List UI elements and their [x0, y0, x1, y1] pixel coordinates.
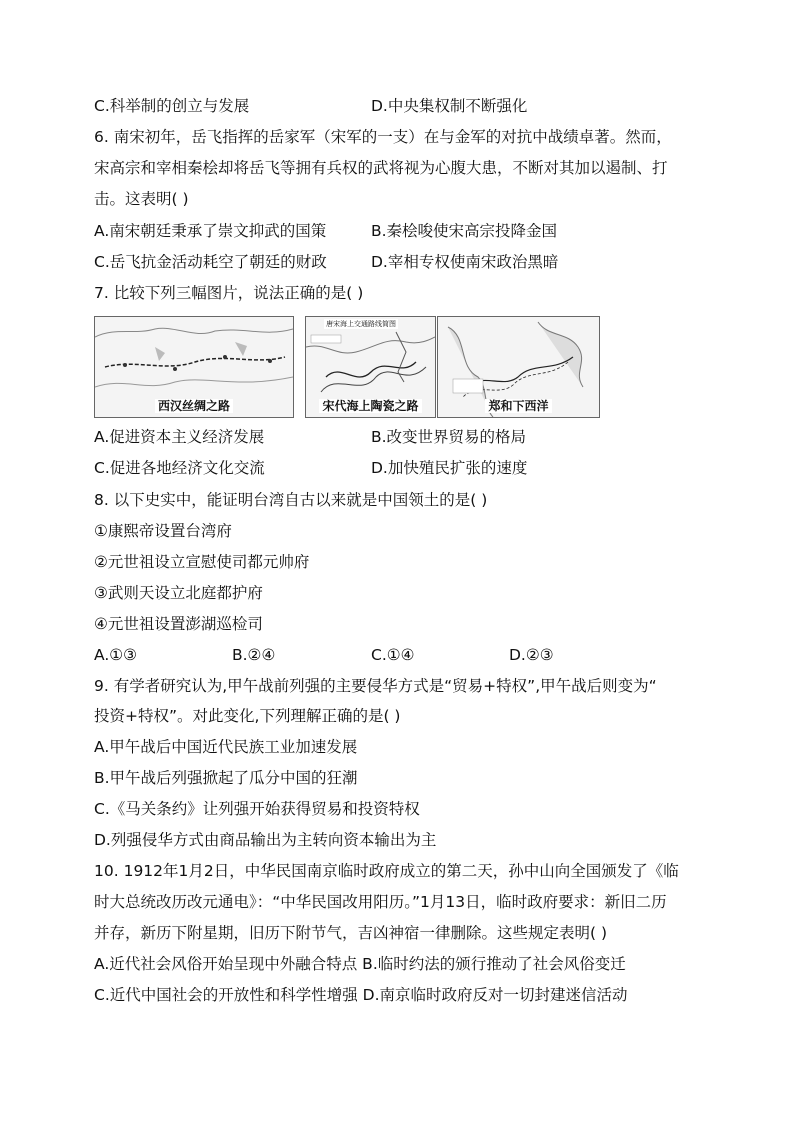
- q8-item-4: ④元世祖设置澎湖巡检司: [94, 615, 263, 633]
- q6-stem-line1: 6. 南宋初年，岳飞指挥的岳家军（宋军的一支）在与金军的对抗中战绩卓著。然而，: [94, 128, 672, 146]
- q8-item-2: ②元世祖设立宣慰使司都元帅府: [94, 553, 310, 571]
- q7-option-a: A.促进资本主义经济发展: [94, 428, 265, 446]
- q6-stem-line3: 击。这表明( ): [94, 190, 189, 208]
- zheng-he-caption: 郑和下西洋: [485, 399, 551, 413]
- q9-stem-line1: 9. 有学者研究认为,甲午战前列强的主要侵华方式是“贸易+特权”,甲午战后则变为“: [94, 677, 657, 695]
- silk-road-map: [94, 316, 294, 418]
- q6-option-d: D.宰相专权使南宋政治黑暗: [371, 253, 559, 271]
- maritime-ceramic-road-map: [305, 316, 436, 418]
- q10-options-ab: A.近代社会风俗开始呈现中外融合特点 B.临时约法的颁行推动了社会风俗变迁: [94, 955, 626, 973]
- q9-option-c: C.《马关条约》让列强开始获得贸易和投资特权: [94, 800, 420, 818]
- q8-option-c: C.①④: [371, 646, 415, 664]
- q8-item-1: ①康熙帝设置台湾府: [94, 522, 232, 540]
- q7-option-d: D.加快殖民扩张的速度: [371, 459, 528, 477]
- q9-option-b: B.甲午战后列强掀起了瓜分中国的狂潮: [94, 769, 358, 787]
- q8-option-b: B.②④: [232, 646, 276, 664]
- q7-option-c: C.促进各地经济文化交流: [94, 459, 265, 477]
- q10-stem-line3: 并存，新历下附星期，旧历下附节气，吉凶神宿一律删除。这些规定表明( ): [94, 924, 608, 942]
- q6-option-a: A.南宋朝廷秉承了崇文抑武的国策: [94, 222, 327, 240]
- maritime-map-title: 唐宋海上交通路线简图: [326, 320, 396, 328]
- q7-stem: 7. 比较下列三幅图片，说法正确的是( ): [94, 284, 364, 302]
- q8-stem: 8. 以下史实中，能证明台湾自古以来就是中国领土的是( ): [94, 491, 488, 509]
- q8-item-3: ③武则天设立北庭都护府: [94, 584, 263, 602]
- q9-option-d: D.列强侵华方式由商品输出为主转向资本输出为主: [94, 831, 437, 849]
- q6-option-b: B.秦桧唆使宋高宗投降金国: [371, 222, 558, 240]
- q10-stem-line1: 10. 1912年1月2日，中华民国南京临时政府成立的第二天，孙中山向全国颁发了《临: [94, 862, 679, 880]
- silk-road-caption: 西汉丝绸之路: [155, 399, 233, 413]
- q10-options-cd: C.近代中国社会的开放性和科学性增强 D.南京临时政府反对一切封建迷信活动: [94, 986, 628, 1004]
- q8-option-a: A.①③: [94, 646, 138, 664]
- q9-option-a: A.甲午战后中国近代民族工业加速发展: [94, 738, 358, 756]
- q10-stem-line2: 时大总统改历改元通电》：“中华民国改用阳历。”1月13日，临时政府要求：新旧二历: [94, 893, 667, 911]
- q5-option-c: C.科举制的创立与发展: [94, 97, 250, 115]
- q6-option-c: C.岳飞抗金活动耗空了朝廷的财政: [94, 253, 327, 271]
- q6-stem-line2: 宋高宗和宰相秦桧却将岳飞等拥有兵权的武将视为心腹大患，不断对其加以遏制、打: [94, 159, 668, 177]
- q9-stem-line2: 投资+特权”。对此变化,下列理解正确的是( ): [94, 707, 401, 725]
- q5-option-d: D.中央集权制不断强化: [371, 97, 528, 115]
- q7-option-b: B.改变世界贸易的格局: [371, 428, 527, 446]
- q7-map-figures: [94, 316, 598, 416]
- q8-option-d: D.②③: [509, 646, 554, 664]
- maritime-ceramic-road-caption: 宋代海上陶瓷之路: [319, 399, 421, 413]
- zheng-he-voyages-map: [437, 316, 600, 418]
